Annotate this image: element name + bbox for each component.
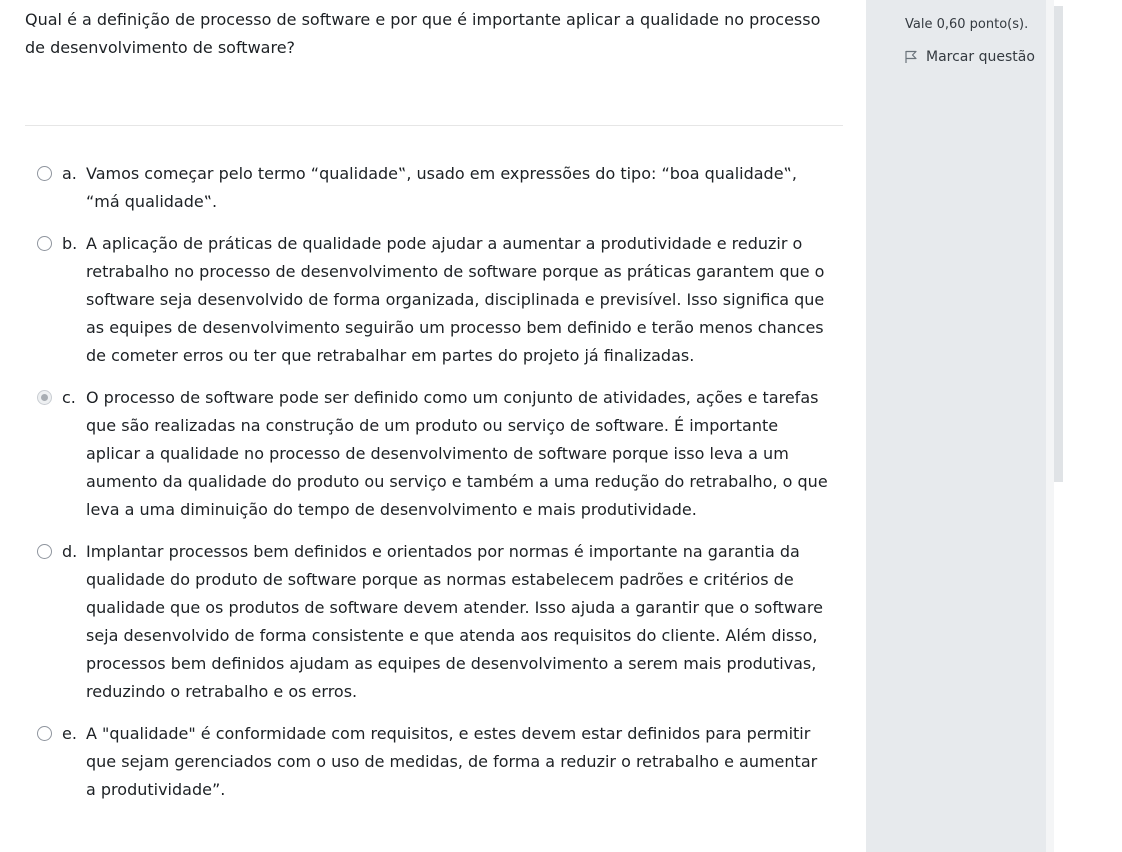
- radio-button-d[interactable]: [37, 544, 52, 559]
- answer-text-a[interactable]: Vamos começar pelo termo “qualidade‟, usado em expressões do tipo: “boa qualidade‟, “má qualidade‟.: [86, 164, 797, 211]
- answer-letter-e: e.: [62, 724, 77, 743]
- answer-option-a[interactable]: [25, 160, 845, 216]
- answer-option-e[interactable]: [25, 720, 845, 804]
- answer-text-e[interactable]: A "qualidade" é conformidade com requisitos, e estes devem estar definidos para permitir que sejam gerenciados com o uso de medidas, de forma a reduzir o retrabalho e aumentar a produtividade”.: [86, 724, 818, 799]
- answer-text-c[interactable]: O processo de software pode ser definido como um conjunto de atividades, ações e tarefas que são realizadas na construção de um produto ou serviço de software. É importante aplicar a qualidade no processo de desenvolvimento de software porque isso leva a um aumento da qualidade do produto ou serviço e também a uma redução do retrabalho, o que leva a uma diminuição do tempo de desenvolvimento e mais produtividade.: [86, 388, 828, 519]
- answer-option-b[interactable]: [25, 230, 845, 370]
- flag-icon: [904, 50, 918, 64]
- answer-letter-d: d.: [62, 542, 78, 561]
- scrollbar-thumb[interactable]: [1054, 6, 1063, 482]
- answer-letter-a: a.: [62, 164, 77, 183]
- answer-option-c[interactable]: [25, 384, 845, 524]
- question-points: Vale 0,60 ponto(s).: [905, 17, 1029, 32]
- scrollbar-track[interactable]: [1046, 0, 1054, 852]
- question-info-panel: [866, 0, 1046, 852]
- radio-button-b[interactable]: [37, 236, 52, 251]
- answer-text-b[interactable]: A aplicação de práticas de qualidade pode ajudar a aumentar a produtividade e reduzir o retrabalho no processo de desenvolvimento de software porque as práticas garantem que o software seja desenvolvido de forma organizada, disciplinada e previsível. Isso significa que as equipes de desenvolvimento seguirão um processo bem definido e terão menos chances de cometer erros ou ter que retrabalhar em partes do projeto já finalizadas.: [86, 234, 825, 365]
- flag-question-link[interactable]: [904, 47, 1035, 67]
- answer-list: [25, 160, 845, 818]
- question-divider: [25, 125, 843, 126]
- question-text: Qual é a definição de processo de software e por que é importante aplicar a qualidade no processo de desenvolvimento de software?: [25, 10, 821, 57]
- radio-button-e[interactable]: [37, 726, 52, 741]
- radio-button-c[interactable]: [37, 390, 52, 405]
- answer-letter-c: c.: [62, 388, 76, 407]
- answer-letter-b: b.: [62, 234, 78, 253]
- flag-question-label[interactable]: Marcar questão: [926, 49, 1035, 65]
- answer-text-d[interactable]: Implantar processos bem definidos e orientados por normas é importante na garantia da qualidade do produto de software porque as normas estabelecem padrões e critérios de qualidade que os produtos de software devem atender. Isso ajuda a garantir que o software seja desenvolvido de forma consistente e que atenda aos requisitos do cliente. Além disso, processos bem definidos ajudam as equipes de desenvolvimento a serem mais produtivas, reduzindo o retrabalho e os erros.: [86, 542, 823, 701]
- page-right-margin: [1063, 0, 1122, 852]
- answer-option-d[interactable]: [25, 538, 845, 706]
- radio-button-a[interactable]: [37, 166, 52, 181]
